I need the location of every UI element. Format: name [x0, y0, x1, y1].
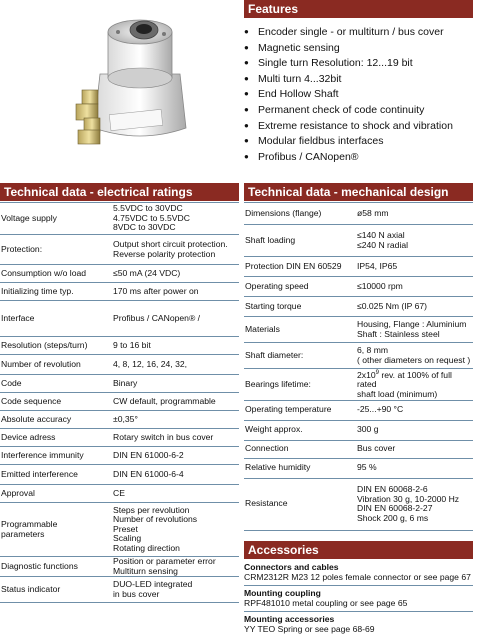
spec-row: [0, 429, 239, 447]
features-list: [244, 24, 453, 164]
spec-label: Diagnostic functions: [0, 557, 111, 577]
spec-label: Protection:: [0, 235, 111, 265]
accessory-title: Connectors and cables: [244, 562, 339, 572]
spec-label: Status indicator: [0, 577, 111, 603]
spec-row: [244, 400, 473, 420]
spec-value: 6, 8 mm ( other diameters on request ): [355, 343, 473, 369]
spec-value: 300 g: [355, 420, 473, 440]
spec-label: Programmable parameters: [0, 503, 111, 557]
electrical-header: Technical data - electrical ratings: [0, 183, 239, 201]
spec-value: 95 %: [355, 458, 473, 478]
feature-item: ● End Hollow Shaft: [244, 86, 453, 102]
spec-value: Profibus / CANopen® /: [111, 301, 239, 337]
accessory-text: CRM2312R M23 12 poles female connector or see page 67: [244, 572, 471, 582]
spec-value: -25...+90 °C: [355, 400, 473, 420]
spec-row: [244, 440, 473, 458]
spec-value: ≤50 mA (24 VDC): [111, 265, 239, 283]
spec-row: [0, 465, 239, 485]
spec-row: [244, 420, 473, 440]
accessory-text: YY TEO Spring or see page 68-69: [244, 624, 375, 634]
spec-row: [0, 301, 239, 337]
spec-row: [244, 343, 473, 369]
spec-row: [244, 297, 473, 317]
spec-value: Binary: [111, 375, 239, 393]
spec-label: Protection DIN EN 60529: [244, 257, 355, 277]
spec-value: ≤0.025 Nm (IP 67): [355, 297, 473, 317]
spec-label: Absolute accuracy: [0, 411, 111, 429]
spec-row: [244, 478, 473, 530]
spec-row: [0, 485, 239, 503]
spec-value: Bus cover: [355, 440, 473, 458]
spec-label: Dimensions (flange): [244, 203, 355, 225]
spec-row: [244, 257, 473, 277]
accessory-group: [244, 614, 375, 634]
feature-item: ● Permanent check of code continuity: [244, 102, 453, 118]
electrical-table: [0, 202, 239, 603]
spec-row: [244, 203, 473, 225]
product-photo: [70, 4, 210, 152]
spec-label: Interference immunity: [0, 447, 111, 465]
spec-value: DIN EN 61000-6-2: [111, 447, 239, 465]
feature-item: ● Modular fieldbus interfaces: [244, 133, 453, 149]
spec-row: [244, 458, 473, 478]
spec-row: [244, 369, 473, 401]
accessory-title: Mounting accessories: [244, 614, 335, 624]
spec-label: Number of revolution: [0, 355, 111, 375]
spec-row: [244, 317, 473, 343]
spec-value: DUO-LED integrated in bus cover: [111, 577, 239, 603]
spec-label: Bearings lifetime:: [244, 369, 355, 401]
spec-label: Resistance: [244, 478, 355, 530]
accessories-header: Accessories: [244, 541, 473, 559]
spec-label: Consumption w/o load: [0, 265, 111, 283]
accessory-title: Mounting coupling: [244, 588, 321, 598]
spec-row: [0, 203, 239, 235]
spec-value: ≤10000 rpm: [355, 277, 473, 297]
spec-value: 170 ms after power on: [111, 283, 239, 301]
spec-label: Interface: [0, 301, 111, 337]
spec-label: Device adress: [0, 429, 111, 447]
spec-value: Steps per revolution Number of revolutions Preset Scaling Rotating direction: [111, 503, 239, 557]
spec-label: Connection: [244, 440, 355, 458]
feature-item: ● Single turn Resolution: 12...19 bit: [244, 55, 453, 71]
spec-row: [0, 393, 239, 411]
spec-value: DIN EN 60068-2-6 Vibration 30 g, 10-2000 Hz DIN EN 60068-2-27 Shock 200 g, 6 ms: [355, 478, 473, 530]
spec-row: [0, 557, 239, 577]
accessory-text: RPF481010 metal coupling or see page 65: [244, 598, 408, 608]
spec-label: Voltage supply: [0, 203, 111, 235]
spec-value: CE: [111, 485, 239, 503]
mechanical-table: [244, 202, 473, 531]
spec-row: [0, 283, 239, 301]
spec-label: Shaft loading: [244, 225, 355, 257]
spec-row: [0, 447, 239, 465]
spec-row: [0, 337, 239, 355]
spec-value: $2x10^9$ rev. at 100% of full rated shaft load (minimum): [355, 369, 473, 401]
spec-label: Emitted interference: [0, 465, 111, 485]
feature-item: ● Profibus / CANopen®: [244, 149, 453, 165]
spec-label: Operating temperature: [244, 400, 355, 420]
feature-item: ● Multi turn 4...32bit: [244, 71, 453, 87]
spec-row: [244, 225, 473, 257]
spec-row: [0, 355, 239, 375]
mechanical-header: Technical data - mechanical design: [244, 183, 473, 201]
spec-label: Relative humidity: [244, 458, 355, 478]
spec-value: ≤140 N axial ≤240 N radial: [355, 225, 473, 257]
divider: [244, 585, 473, 586]
spec-row: [0, 503, 239, 557]
spec-row: [0, 577, 239, 603]
spec-label: Starting torque: [244, 297, 355, 317]
spec-row: [0, 265, 239, 283]
feature-item: ● Magnetic sensing: [244, 40, 453, 56]
spec-value: DIN EN 61000-6-4: [111, 465, 239, 485]
spec-label: Shaft diameter:: [244, 343, 355, 369]
spec-label: Operating speed: [244, 277, 355, 297]
spec-row: [0, 235, 239, 265]
spec-value: 4, 8, 12, 16, 24, 32,: [111, 355, 239, 375]
spec-row: [244, 277, 473, 297]
divider: [244, 611, 473, 612]
feature-item: ● Encoder single - or multiturn / bus cover: [244, 24, 453, 40]
features-header: Features: [244, 0, 473, 18]
feature-item: ● Extreme resistance to shock and vibration: [244, 118, 453, 134]
spec-label: Initializing time typ.: [0, 283, 111, 301]
spec-label: Resolution (steps/turn): [0, 337, 111, 355]
accessory-group: [244, 588, 407, 608]
spec-value: ±0,35°: [111, 411, 239, 429]
spec-value: 9 to 16 bit: [111, 337, 239, 355]
spec-value: Rotary switch in bus cover: [111, 429, 239, 447]
spec-row: [0, 375, 239, 393]
spec-label: Code: [0, 375, 111, 393]
spec-value: ø58 mm: [355, 203, 473, 225]
spec-value: IP54, IP65: [355, 257, 473, 277]
spec-label: Weight approx.: [244, 420, 355, 440]
spec-row: [0, 411, 239, 429]
spec-value: Housing, Flange : Aluminium Shaft : Stainless steel: [355, 317, 473, 343]
spec-label: Materials: [244, 317, 355, 343]
accessory-group: [244, 562, 471, 582]
spec-label: Approval: [0, 485, 111, 503]
spec-value: CW default, programmable: [111, 393, 239, 411]
spec-value: Position or parameter error Multiturn sensing: [111, 557, 239, 577]
spec-value: Output short circuit protection. Reverse polarity protection: [111, 235, 239, 265]
spec-label: Code sequence: [0, 393, 111, 411]
spec-value: 5.5VDC to 30VDC 4.75VDC to 5.5VDC 8VDC to 30VDC: [111, 203, 239, 235]
